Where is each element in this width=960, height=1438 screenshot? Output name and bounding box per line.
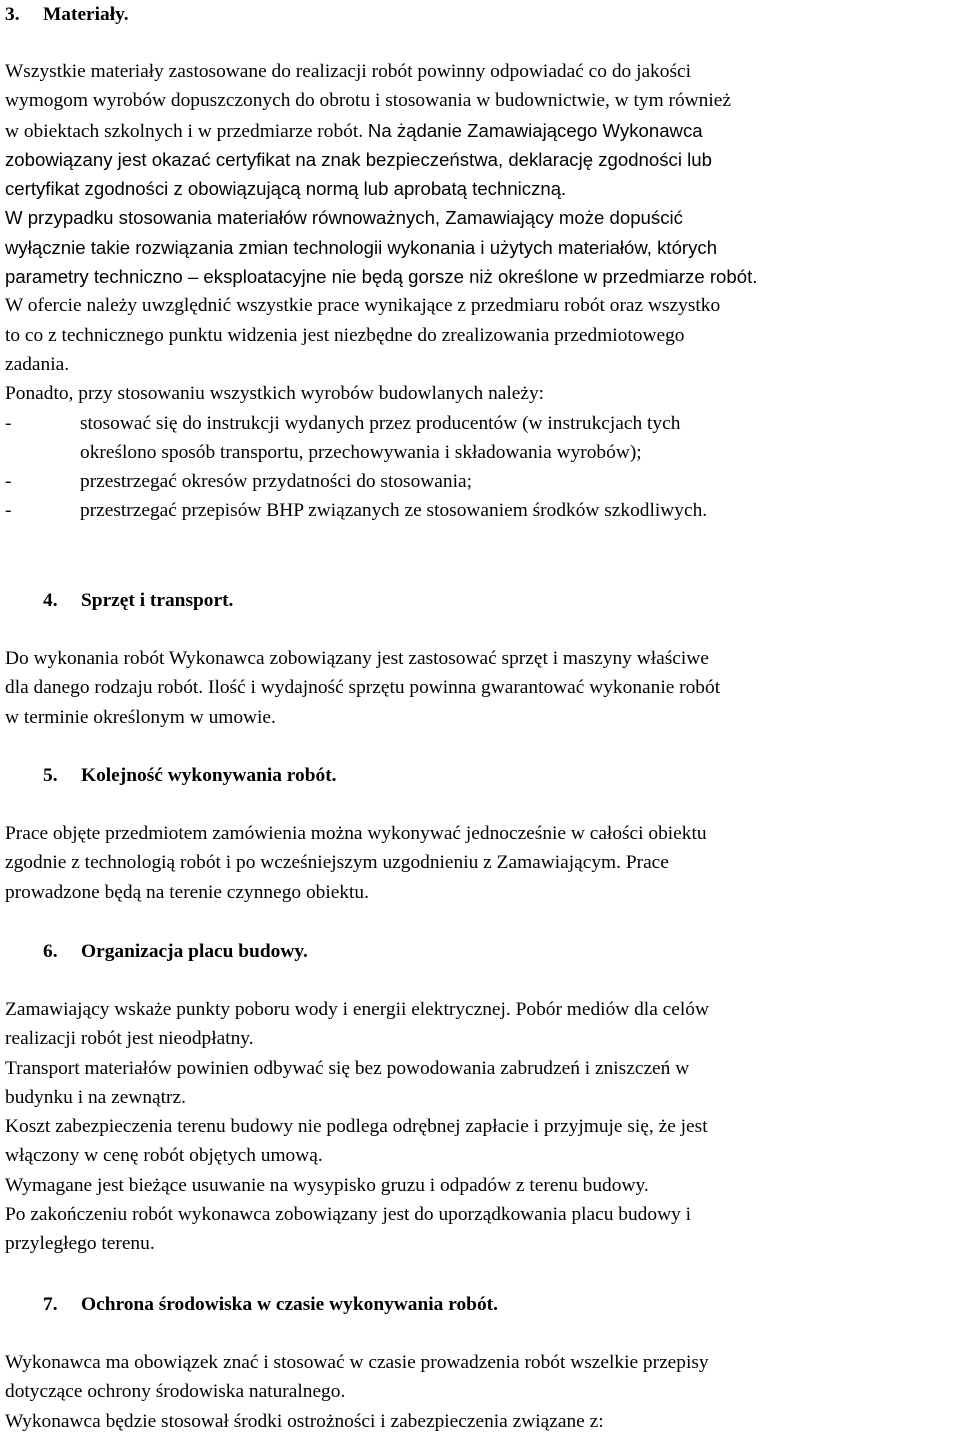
paragraph-line: Wykonawca ma obowiązek znać i stosować w czasie prowadzenia robót wszelkie przepisy <box>5 1352 709 1373</box>
list-item <box>5 467 960 496</box>
section-title: Organizacja placu budowy. <box>81 941 308 962</box>
section-title: Sprzęt i transport. <box>81 590 234 611</box>
paragraph-line: przyległego terenu. <box>5 1233 155 1255</box>
list-item <box>5 409 960 438</box>
paragraph-line: zgodnie z technologią robót i po wcześniejszym uzgodnieniu z Zamawiającym. Prace <box>5 852 669 874</box>
bullet-dash: - <box>5 412 12 434</box>
paragraph-line: Wszystkie materiały zastosowane do realizacji robót powinny odpowiadać co do jakości <box>5 61 691 82</box>
paragraph-text: w obiektach szkolnych i w przedmiarze robót. <box>5 120 368 142</box>
paragraph-line: zadania. <box>5 353 70 375</box>
paragraph-line: parametry techniczno – eksploatacyjne nie będą gorsze niż określone w przedmiarze robót. <box>5 266 758 288</box>
paragraph-line: Ponadto, przy stosowaniu wszystkich wyrobów budowlanych należy: <box>5 383 545 405</box>
paragraph-line: wyłącznie takie rozwiązania zmian technologii wykonania i użytych materiałów, których <box>5 236 718 258</box>
paragraph-line: Wymagane jest bieżące usuwanie na wysypisko gruzu i odpadów z terenu budowy. <box>5 1174 649 1196</box>
paragraph-line: Koszt zabezpieczenia terenu budowy nie podlega odrębnej zapłacie i przyjmuje się, że jest <box>5 1116 708 1138</box>
paragraph-line: Transport materiałów powinien odbywać się bez powodowania zabrudzeń i zniszczeń w <box>5 1057 690 1079</box>
section-3-heading <box>5 0 129 29</box>
paragraph-line: zobowiązany jest okazać certyfikat na znak bezpieczeństwa, deklarację zgodności lub <box>5 148 712 170</box>
section-7-body <box>5 1348 960 1436</box>
paragraph-line: W ofercie należy uwzględnić wszystkie prace wynikające z przedmiaru robót oraz wszystko <box>5 295 721 317</box>
paragraph-line: Zamawiający wskaże punkty poboru wody i energii elektrycznej. Pobór mediów dla celów <box>5 999 709 1020</box>
paragraph-line: Wykonawca będzie stosował środki ostrożności i zabezpieczenia związane z: <box>5 1410 604 1432</box>
section-7-heading <box>43 1290 498 1319</box>
paragraph-line: włączony w cenę robót objętych umową. <box>5 1145 323 1167</box>
bullet-dash: - <box>5 471 12 493</box>
section-6-heading <box>43 937 308 966</box>
section-6-body <box>5 995 960 1259</box>
section-title: Kolejność wykonywania robót. <box>81 765 337 786</box>
section-3-body <box>5 57 960 526</box>
list-item-text: przestrzegać okresów przydatności do stosowania; <box>80 471 472 493</box>
section-number: 6. <box>43 941 58 962</box>
paragraph-line: prowadzone będą na terenie czynnego obiektu. <box>5 881 369 903</box>
section-4-heading <box>43 586 233 615</box>
section-number: 7. <box>43 1294 58 1315</box>
paragraph-line: budynku i na zewnątrz. <box>5 1086 186 1108</box>
paragraph-line: to co z technicznego punktu widzenia jest niezbędne do zrealizowania przedmiotowego <box>5 324 685 346</box>
section-5-body <box>5 819 960 907</box>
list-item-text: stosować się do instrukcji wydanych przez producentów (w instrukcjach tych <box>80 412 681 434</box>
paragraph-line: dla danego rodzaju robót. Ilość i wydajność sprzętu powinna gwarantować wykonanie robót <box>5 677 721 699</box>
paragraph-line: Do wykonania robót Wykonawca zobowiązany jest zastosować sprzęt i maszyny właściwe <box>5 648 709 669</box>
section-number: 5. <box>43 765 58 786</box>
paragraph-line: certyfikat zgodności z obowiązującą normą lub aprobatą techniczną. <box>5 178 567 200</box>
section-title: Ochrona środowiska w czasie wykonywania robót. <box>81 1294 498 1315</box>
section-5-heading <box>43 761 337 790</box>
section-number: 3. <box>5 4 20 25</box>
bullet-dash: - <box>5 500 12 522</box>
paragraph-line: Po zakończeniu robót wykonawca zobowiązany jest do uporządkowania placu budowy i <box>5 1204 692 1226</box>
list-item <box>5 496 960 525</box>
paragraph-line: Prace objęte przedmiotem zamówienia można wykonywać jednocześnie w całości obiektu <box>5 823 707 844</box>
paragraph-line: wymogom wyrobów dopuszczonych do obrotu i stosowania w budownictwie, w tym również <box>5 90 731 112</box>
paragraph-line: W przypadku stosowania materiałów równoważnych, Zamawiający może dopuścić <box>5 207 683 229</box>
paragraph-line: w terminie określonym w umowie. <box>5 706 276 728</box>
section-4-body <box>5 644 960 732</box>
section-title: Materiały. <box>43 4 129 25</box>
paragraph-text-sans: Na żądanie Zamawiającego Wykonawca <box>367 119 703 141</box>
list-item-text: przestrzegać przepisów BHP związanych ze stosowaniem środków szkodliwych. <box>80 500 708 522</box>
list-item-continuation: określono sposób transportu, przechowywania i składowania wyrobów); <box>80 441 642 463</box>
section-number: 4. <box>43 590 58 611</box>
paragraph-line: dotyczące ochrony środowiska naturalnego. <box>5 1381 346 1403</box>
paragraph-line: realizacji robót jest nieodpłatny. <box>5 1028 254 1050</box>
paragraph-line <box>5 116 960 145</box>
